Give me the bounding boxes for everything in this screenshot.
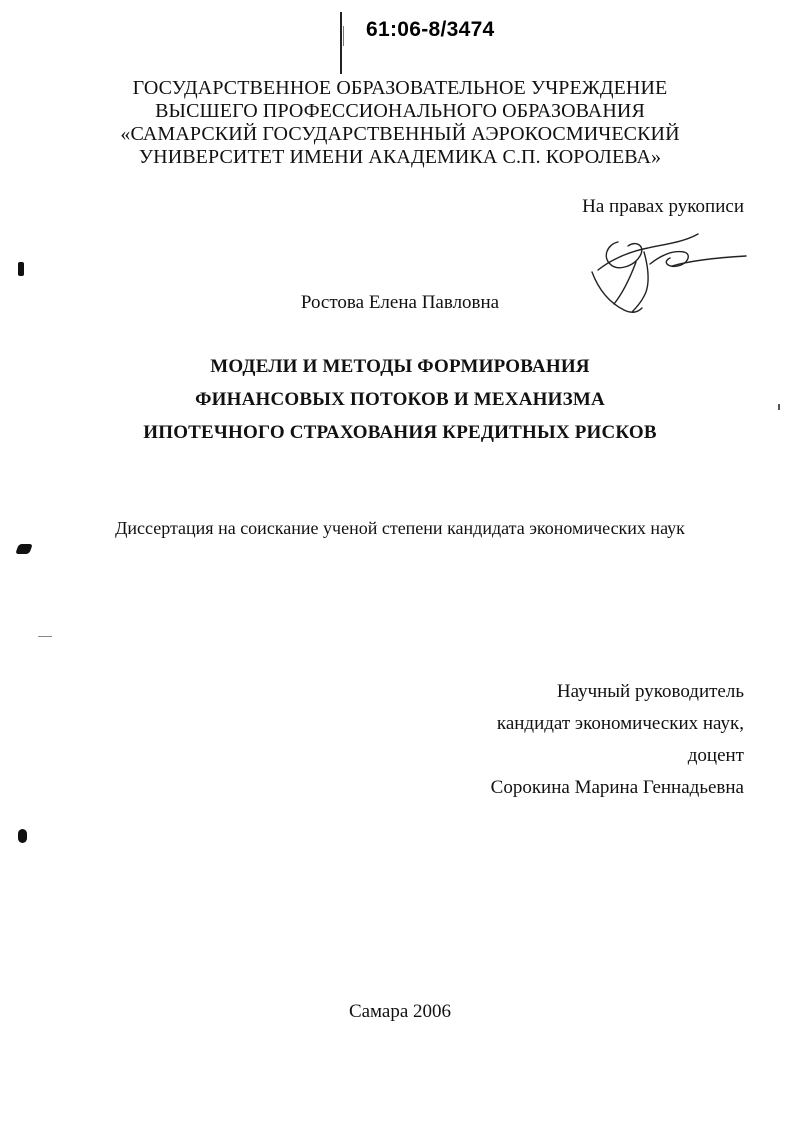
scan-mark-2 <box>15 544 33 554</box>
title-line-3: ИПОТЕЧНОГО СТРАХОВАНИЯ КРЕДИТНЫХ РИСКОВ <box>143 422 657 443</box>
scan-mark-3 <box>18 829 27 843</box>
scan-mark-4 <box>38 636 52 637</box>
manuscript-note: На правах рукописи <box>582 196 744 217</box>
advisor-degree: кандидат экономических наук, <box>496 713 744 734</box>
degree-statement: Диссертация на соискание ученой степени кандидата экономических наук <box>115 518 685 538</box>
institution-line-3: «САМАРСКИЙ ГОСУДАРСТВЕННЫЙ АЭРОКОСМИЧЕСКИЙ <box>120 123 680 145</box>
advisor-rank: доцент <box>687 745 744 766</box>
scan-mark-1 <box>18 262 24 276</box>
institution-line-1: ГОСУДАРСТВЕННОЕ ОБРАЗОВАТЕЛЬНОЕ УЧРЕЖДЕНИЕ <box>132 77 668 99</box>
advisor-role: Научный руководитель <box>556 681 744 702</box>
advisor-name: Сорокина Марина Геннадьевна <box>490 777 744 798</box>
stamp-bar-secondary <box>343 26 344 46</box>
author-name: Ростова Елена Павловна <box>300 292 500 313</box>
stamp-bar <box>340 12 342 74</box>
institution-line-2: ВЫСШЕГО ПРОФЕССИОНАЛЬНОГО ОБРАЗОВАНИЯ <box>155 100 645 122</box>
archive-stamp-number: 61:06-8/3474 <box>366 18 495 41</box>
institution-line-4: УНИВЕРСИТЕТ ИМЕНИ АКАДЕМИКА С.П. КОРОЛЕВА» <box>138 146 662 168</box>
title-line-1: МОДЕЛИ И МЕТОДЫ ФОРМИРОВАНИЯ <box>210 356 590 377</box>
title-line-2: ФИНАНСОВЫХ ПОТОКОВ И МЕХАНИЗМА <box>195 389 605 410</box>
scan-mark-5 <box>778 404 780 410</box>
city-year: Самара 2006 <box>348 1001 452 1022</box>
